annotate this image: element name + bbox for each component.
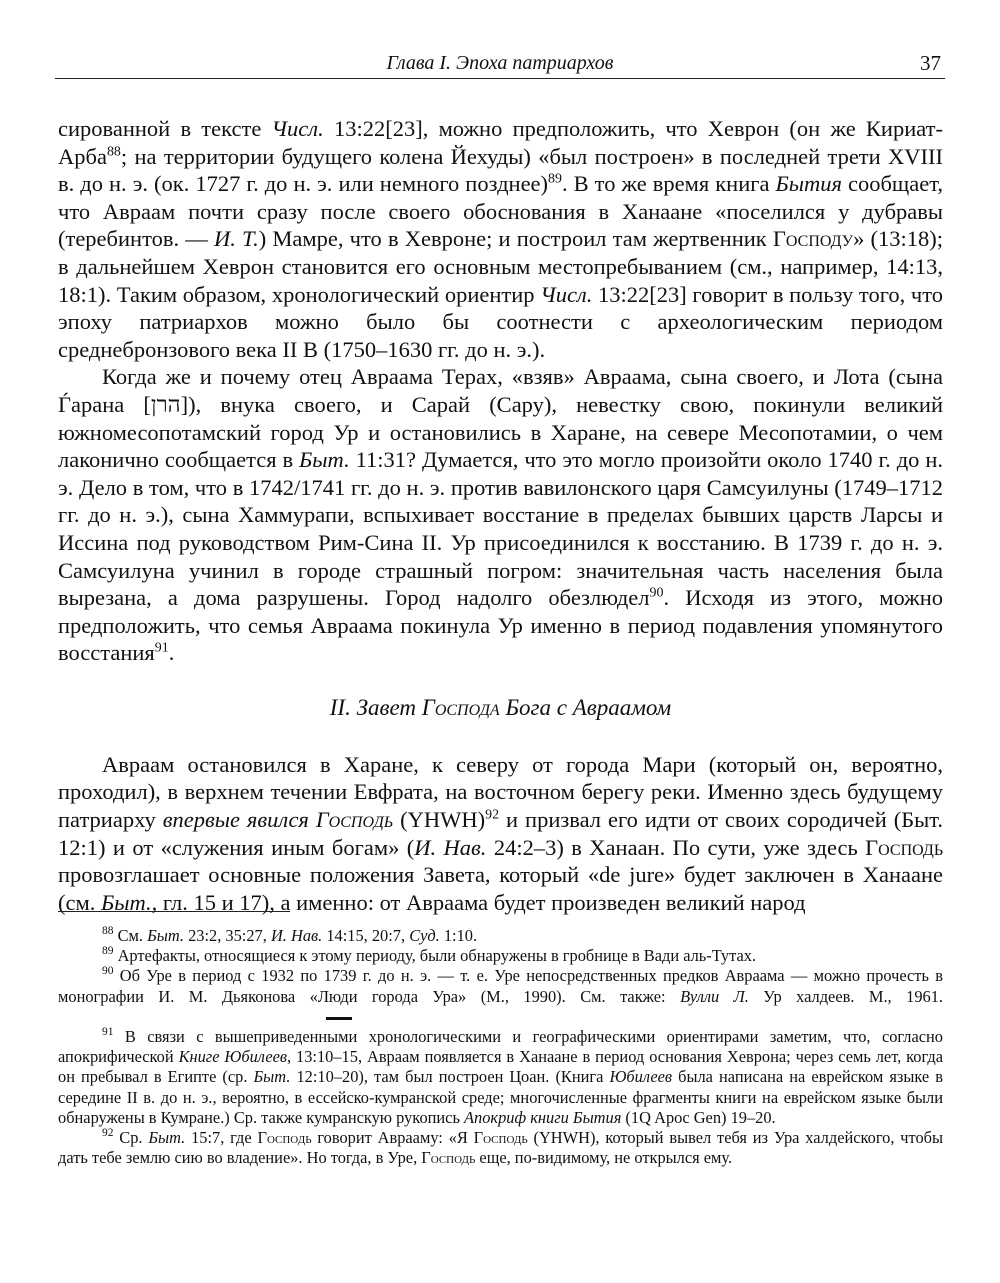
paragraph: сированной в тексте Числ. 13:22[23], можно предположить, что Хеврон (он же Кириат-Арба$^{88}$; на территории будущего колена Йехуды) «был построен» в последней трети XVIII в. до н. э. (ок. 1727 г. до н. э. или немного позднее)$^{89}$. В то же время книга Бытия сообщает, что Авраам почти сразу после своего обоснования в Ханаане «поселился у дубравы (теребинтов. — И. Т.) Мамре, что в Хевроне; и построил там жертвенник Господу» (13:18); в дальнейшем Хеврон становится его основным местопребыванием (см., например, 14:13, 18:1). Таким образом, хронологический ориентир Числ. 13:22[23] говорит в пользу того, что эпоху патриархов можно было бы соотнести с археологическим периодом среднебронзового века II B (1750–1630 гг. до н. э.). [58, 116, 943, 362]
footnote-ref: 90 [649, 585, 664, 601]
footnotes [58, 926, 943, 1168]
running-header [55, 50, 945, 79]
footnote-ref: 92 [485, 807, 500, 823]
page-number: 37 [920, 51, 941, 75]
footnote-91: $^{91}$ В связи с вышеприведенными хронологическими и географическими ориентирами заметим, что, согласно апокрифической Книге Юбилеев, 13:10–15, Авраам появляется в Ханаане в период основания Хеврона; через семь лет, когда он пребывал в Египте (ср. Быт. 12:10–20), там был построен Цоан. (Книга Юбилеев была написана на еврейском языке в середине II в. до н. э., вероятно, в ессейско-кумранской среде; многочисленные фрагменты книги на еврейском языке были обнаружены в Кумране.) Ср. также кумранскую рукопись Апокриф книги Бытия (1Q Apoc Gen) 19–20. [58, 1026, 944, 1127]
section-heading: II. Завет Господа Бога с Авраамом [329, 694, 672, 720]
footnote-89: $^{89}$ Артефакты, относящиеся к этому периоду, были обнаружены в гробнице в Вади аль-Тутах. [102, 945, 757, 966]
footnote-separator [58, 911, 290, 912]
footnote-92: $^{92}$ Ср. Быт. 15:7, где Господь говорит Аврааму: «Я Господь (YHWH), который вывел тебя из Ура халдейского, чтобы дать тебе землю сию во владение». Но тогда, в Уре, Господь еще, по-видимому, не открылся ему. [58, 1127, 943, 1168]
running-title: Глава I. Эпоха патриархов [386, 52, 614, 74]
footnote-88: $^{88}$ См. Быт. 23:2, 35:27, И. Нав. 14:15, 20:7, Суд. 1:10. [102, 925, 478, 945]
paragraph: Когда же и почему отец Авраама Терах, «взяв» Авраама, сына своего, и Лота (сына Ѓарана [הרן]), внука своего, и Сарай (Сару), невестку свою, покинули великий южномесопотамский город Ур и остановились в Харане, на севере Месопотамии, о чем лаконично сообщается в Быт. 11:31? Думается, что это могло произойти около 1740 г. до н. э. Дело в том, что в 1742/1741 гг. до н. э. против вавилонского царя Самсуилуны (1749–1712 гг. до н. э.), сына Хаммурапи, вспыхивает восстание в пределах бывших царств Ларсы и Иссина под руководством Рим-Сина II. Ур присоединился к восстанию. В 1739 г. до н. э. Самсуилуна учинил в городе страшный погром: значительная часть населения была вырезана, а дома разрушены. Город надолго обезлюдел$^{90}$. Исходя из этого, можно предположить, что семья Авраама покинула Ур именно в период подавления упомянутого восстания$^{91}$. [58, 364, 943, 666]
main-text [58, 115, 943, 916]
footnote-ref: 88 [106, 144, 121, 160]
footnote-ref: 89 [548, 171, 562, 187]
footnote-ref: 91 [154, 640, 169, 656]
ink-mark [326, 1017, 352, 1020]
paragraph: Авраам остановился в Харане, к северу от города Мари (который он, вероятно, проходил), в верхнем течении Евфрата, на восточном берегу реки. Именно здесь будущему патриарху впервые явился Господь (YHWH)$^{92}$ и призвал его идти от своих сородичей (Быт. 12:1) и от «служения иным богам» (И. Нав. 24:2–3) в Ханаан. По сути, уже здесь Господь провозглашает основные положения Завета, который «de jure» будет заключен в Ханаане (см. Быт., гл. 15 и 17), а именно: от Авраама будет произведен великий народ [58, 751, 943, 915]
footnote-90: $^{90}$ Об Уре в период с 1932 по 1739 г. до н. э. — т. е. Уре непосредственных предков Авраама — можно прочесть в монографии И. М. Дьяконова «Люди города Ура» (М., 1990). См. также: Вулли Л. Ур халдеев. М., 1961. [58, 966, 943, 1027]
